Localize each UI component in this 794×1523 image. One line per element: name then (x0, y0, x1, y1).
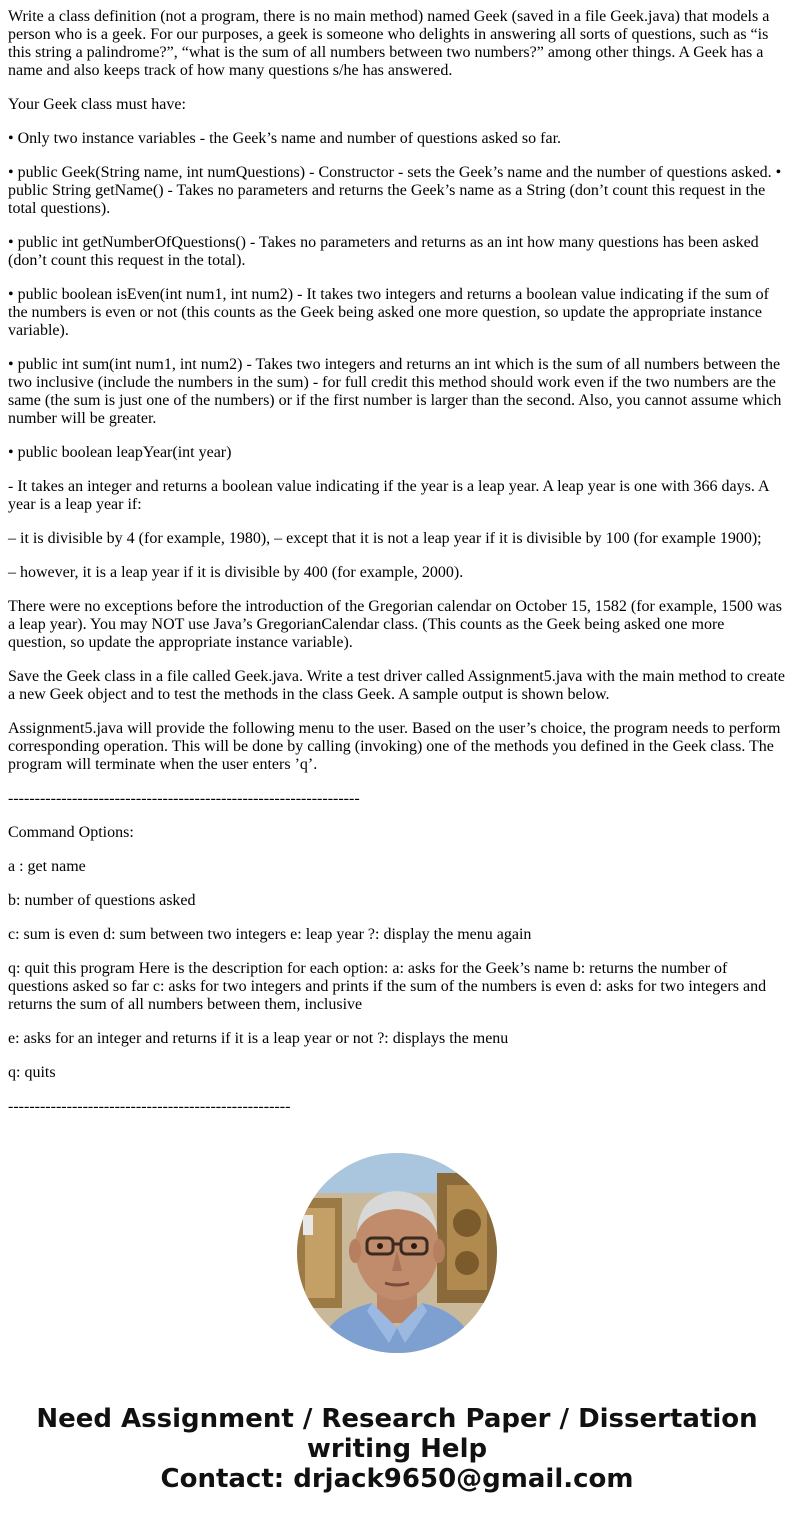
divider-bottom: ----------------------------------------------------- (8, 1098, 291, 1115)
menu-description-q: q: quits (8, 1064, 56, 1081)
portrait-image (297, 1153, 497, 1353)
promo-banner (0, 1404, 794, 1494)
paragraph-requirements-heading: Your Geek class must have: (8, 96, 186, 113)
paragraph-intro: Write a class definition (not a program, there is no main method) named Geek (saved in a file Geek.java) that models a person who is a geek. For our purposes, a geek is someone who delights in answering all sorts of questions, such as “is this string a palindrome?”, “what is the sum of all numbers between two numbers?” among other things. A Geek has a name and also keeps track of how many questions s/he has answered. (8, 8, 770, 79)
paragraph-save-instructions: Save the Geek class in a file called Geek.java. Write a test driver called Assignment5.java with the main method to create a new Geek object and to test the methods in the class Geek. A sample output is shown below. (8, 668, 785, 703)
paragraph-leap-year-description: - It takes an integer and returns a boolean value indicating if the year is a leap year. A leap year is one with 366 days. A year is a leap year if: (8, 478, 769, 513)
paragraph-instance-variables: • Only two instance variables - the Geek’s name and number of questions asked so far. (8, 130, 562, 147)
paragraph-menu-intro: Assignment5.java will provide the following menu to the user. Based on the user’s choice, the program needs to perform corresponding operation. This will be done by calling (invoking) one of the methods you defined in the Geek class. The program will terminate when the user enters ’q’. (8, 720, 781, 773)
paragraph-constructor-getname: • public Geek(String name, int numQuestions) - Constructor - sets the Geek’s name and the number of questions asked. • public String getName() - Takes no parameters and returns the Geek’s name as a String (don’t count this request in the total questions). (8, 164, 782, 217)
paragraph-get-number-of-questions: • public int getNumberOfQuestions() - Takes no parameters and returns as an int how many questions has been asked (don’t count this request in the total). (8, 234, 759, 269)
promo-contact: Contact: drjack9650@gmail.com (160, 1464, 634, 1494)
paragraph-leap-year-rule-1: – it is divisible by 4 (for example, 1980), – except that it is not a leap year if it is divisible by 100 (for example 1900); (8, 530, 762, 547)
menu-options-c-d-e: c: sum is even d: sum between two integers e: leap year ?: display the menu again (8, 926, 532, 943)
promo-line-2: writing Help (306, 1434, 488, 1464)
menu-description-e: e: asks for an integer and returns if it is a leap year or not ?: displays the menu (8, 1030, 509, 1047)
paragraph-is-even: • public boolean isEven(int num1, int num2) - It takes two integers and returns a boolean value indicating if the sum of the numbers is even or not (this counts as the Geek being asked one more question, so update the appropriate instance variable). (8, 286, 769, 339)
menu-option-q-descriptions: q: quit this program Here is the description for each option: a: asks for the Geek’s name b: returns the number of questions asked so far c: asks for two integers and prints if the sum of the numbers is even d: asks for two integers and returns the sum of all numbers between them, inclusive (8, 960, 767, 1013)
paragraph-sum: • public int sum(int num1, int num2) - Takes two integers and returns an int which is the sum of all numbers between the two inclusive (include the numbers in the sum) - for full credit this method should work even if the two numbers are the same (the sum is just one of the numbers) or if the first number is larger than the second. Also, you cannot assume which number will be greater. (8, 356, 782, 427)
menu-option-a: a : get name (8, 858, 86, 875)
menu-option-b: b: number of questions asked (8, 892, 196, 909)
paragraph-leap-year-rule-2: – however, it is a leap year if it is divisible by 400 (for example, 2000). (8, 564, 464, 581)
paragraph-gregorian-note: There were no exceptions before the introduction of the Gregorian calendar on October 15, 1582 (for example, 1500 was a leap year). You may NOT use Java’s GregorianCalendar class. (This counts as the Geek being asked one more question, so update the appropriate instance variable). (8, 598, 782, 651)
menu-heading: Command Options: (8, 824, 134, 841)
assignment-text (8, 8, 786, 1132)
promo-line-1: Need Assignment / Research Paper / Dissertation (36, 1404, 758, 1434)
paragraph-leap-year-signature: • public boolean leapYear(int year) (8, 444, 232, 461)
author-portrait (297, 1153, 497, 1353)
divider-top: ------------------------------------------------------------------ (8, 790, 360, 807)
